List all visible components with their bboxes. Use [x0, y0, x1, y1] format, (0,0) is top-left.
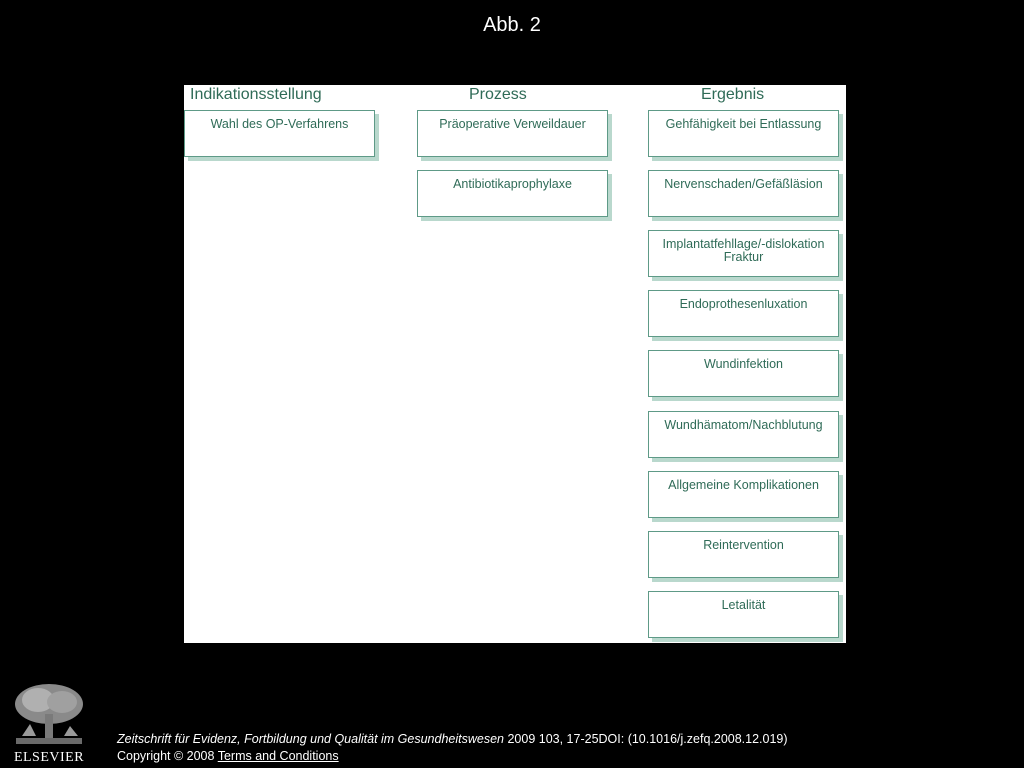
diagram-box-label: Wundinfektion	[704, 357, 783, 371]
diagram-box-label: Nervenschaden/Gefäßläsion	[664, 177, 823, 191]
copyright-text: Copyright © 2008	[117, 749, 218, 763]
column-heading-prozess: Prozess	[469, 86, 527, 103]
diagram-box	[648, 350, 839, 397]
quality-indicator-diagram	[184, 85, 846, 643]
diagram-box	[648, 110, 839, 157]
column-heading-ergebnis: Ergebnis	[701, 86, 765, 103]
diagram-box	[648, 290, 839, 337]
terms-and-conditions-link[interactable]: Terms and Conditions	[217, 749, 339, 763]
diagram-box	[648, 411, 839, 458]
diagram-box-label: Präoperative Verweildauer	[439, 117, 586, 131]
column-heading-indikationsstellung: Indikationsstellung	[190, 86, 322, 103]
diagram-box	[648, 170, 839, 217]
diagram-box-label: Endoprothesenluxation	[679, 297, 808, 311]
diagram-box	[648, 531, 839, 578]
diagram-box	[417, 170, 608, 217]
citation-footer	[117, 731, 788, 765]
diagram-box-label: Wundhämatom/Nachblutung	[664, 418, 823, 432]
diagram-box	[648, 230, 839, 277]
slide-title: Abb. 2	[483, 14, 541, 36]
diagram-box-label: Implantatfehllage/-dislokation Fraktur	[662, 237, 825, 264]
diagram-box	[648, 591, 839, 638]
diagram-box-label: Allgemeine Komplikationen	[668, 478, 819, 492]
copyright-line	[117, 748, 788, 765]
citation-details: 2009 103, 17-25DOI: (10.1016/j.zefq.2008.12.019)	[504, 732, 788, 746]
diagram-box	[184, 110, 375, 157]
elsevier-wordmark: ELSEVIER	[13, 750, 85, 765]
diagram-box-label: Letalität	[721, 598, 766, 612]
elsevier-tree-icon	[8, 680, 90, 750]
diagram-box-label: Antibiotikaprophylaxe	[453, 177, 572, 191]
citation-line	[117, 731, 788, 748]
elsevier-logo	[8, 680, 90, 766]
journal-name: Zeitschrift für Evidenz, Fortbildung und Qualität im Gesundheitswesen	[117, 732, 504, 746]
diagram-box	[648, 471, 839, 518]
diagram-box	[417, 110, 608, 157]
diagram-box-label: Gehfähigkeit bei Entlassung	[665, 117, 822, 131]
diagram-box-label: Reintervention	[703, 538, 784, 552]
diagram-box-label: Wahl des OP-Verfahrens	[210, 117, 349, 131]
